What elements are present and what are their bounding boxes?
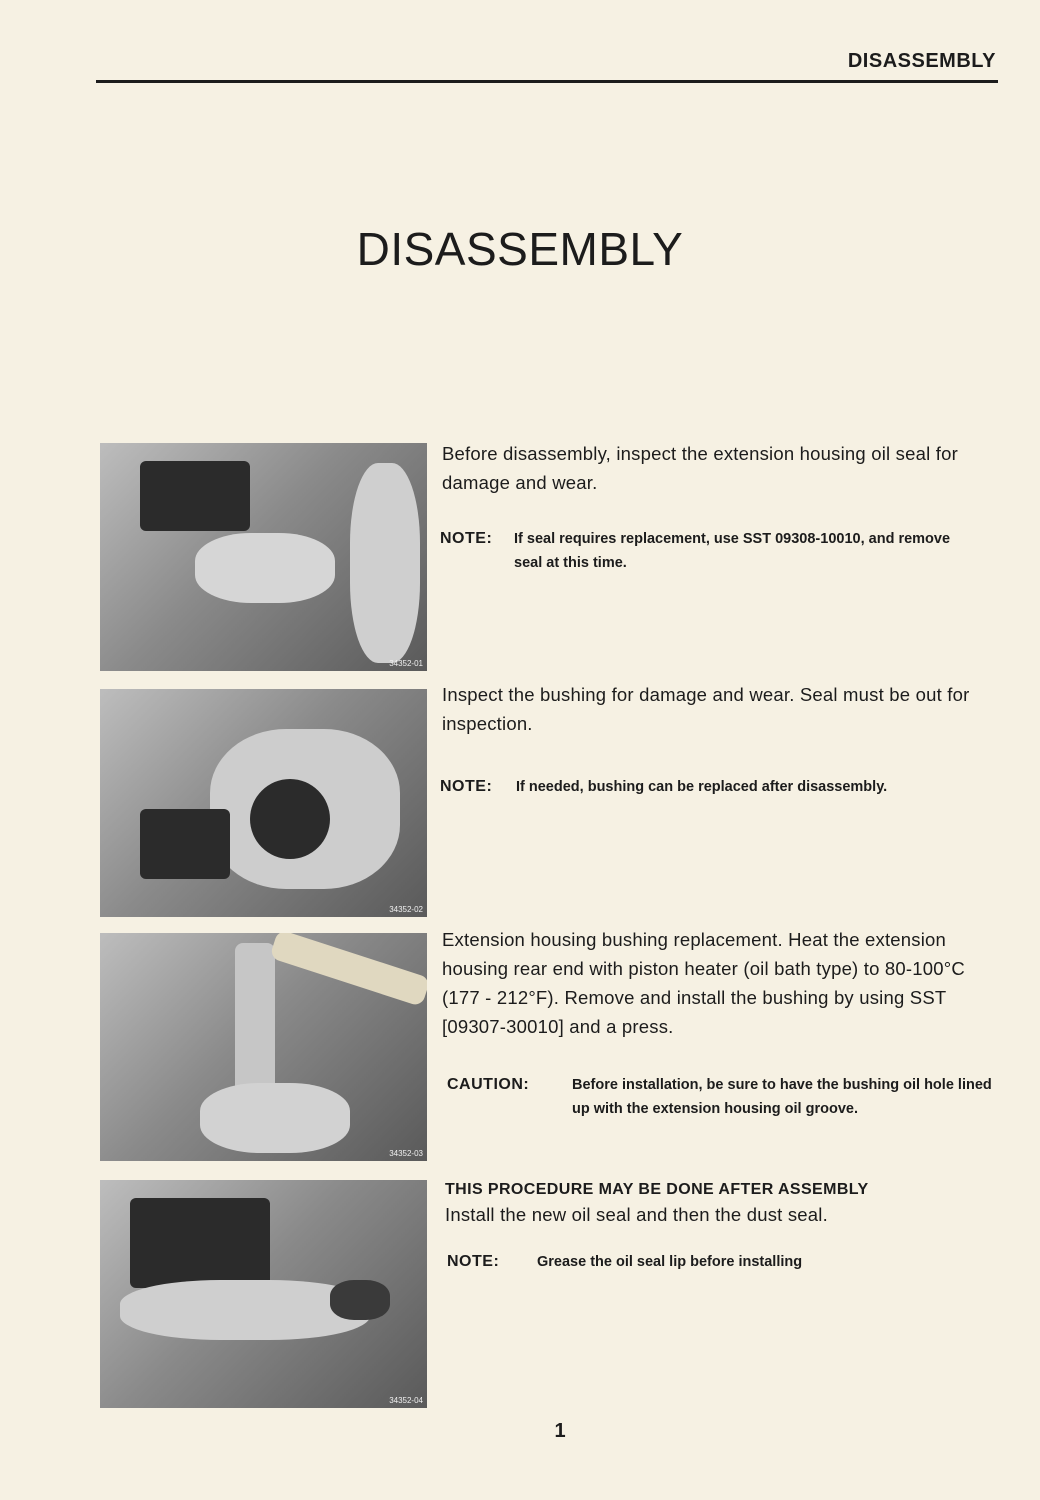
step-2 xyxy=(100,684,1000,919)
step-1-photo-id: 34352-01 xyxy=(389,659,423,668)
step-4-note xyxy=(447,1250,1007,1278)
step-1-photo xyxy=(100,443,427,671)
note-label: NOTE: xyxy=(440,778,493,795)
step-1-text: Before disassembly, inspect the extension housing oil seal for damage and wear. xyxy=(442,443,958,493)
note-text: If needed, bushing can be replaced after disassembly. xyxy=(516,779,888,795)
step-2-text: Inspect the bushing for damage and wear. Seal must be out for inspection. xyxy=(442,684,970,734)
note-text: Grease the oil seal lip before installing xyxy=(537,1254,803,1270)
step-3-text: Extension housing bushing replacement. Heat the extension housing rear end with piston heater (oil bath type) to 80-100°C (177 - 212°F). Remove and install the bushing by using SST [09307-30010] and a press. xyxy=(442,929,965,1037)
step-3-photo xyxy=(100,933,427,1161)
procedure-title: THIS PROCEDURE MAY BE DONE AFTER ASSEMBLY xyxy=(445,1181,869,1198)
step-3 xyxy=(100,929,1000,1163)
step-2-photo xyxy=(100,689,427,917)
step-4 xyxy=(100,1180,1000,1410)
step-3-photo-id: 34352-03 xyxy=(389,1149,423,1158)
step-4-text: Install the new oil seal and then the dust seal. xyxy=(445,1204,828,1225)
step-4-photo-id: 34352-04 xyxy=(389,1396,423,1405)
step-3-note xyxy=(447,1073,1007,1149)
step-2-note xyxy=(440,775,1000,803)
step-1-note xyxy=(440,527,1000,577)
note-text: If seal requires replacement, use SST 09308-10010, and remove seal at this time. xyxy=(514,531,951,571)
caution-label: CAUTION: xyxy=(447,1076,530,1093)
running-header: DISASSEMBLY xyxy=(847,50,996,72)
note-label: NOTE: xyxy=(447,1253,500,1270)
step-2-photo-id: 34352-02 xyxy=(389,905,423,914)
step-1 xyxy=(100,443,1000,673)
page-number: 1 xyxy=(554,1420,566,1442)
step-4-photo xyxy=(100,1180,427,1408)
header-rule xyxy=(96,80,998,83)
note-label: NOTE: xyxy=(440,530,493,547)
caution-text: Before installation, be sure to have the bushing oil hole lined up with the extension housing oil groove. xyxy=(572,1077,992,1117)
page-title: DISASSEMBLY xyxy=(356,223,684,275)
